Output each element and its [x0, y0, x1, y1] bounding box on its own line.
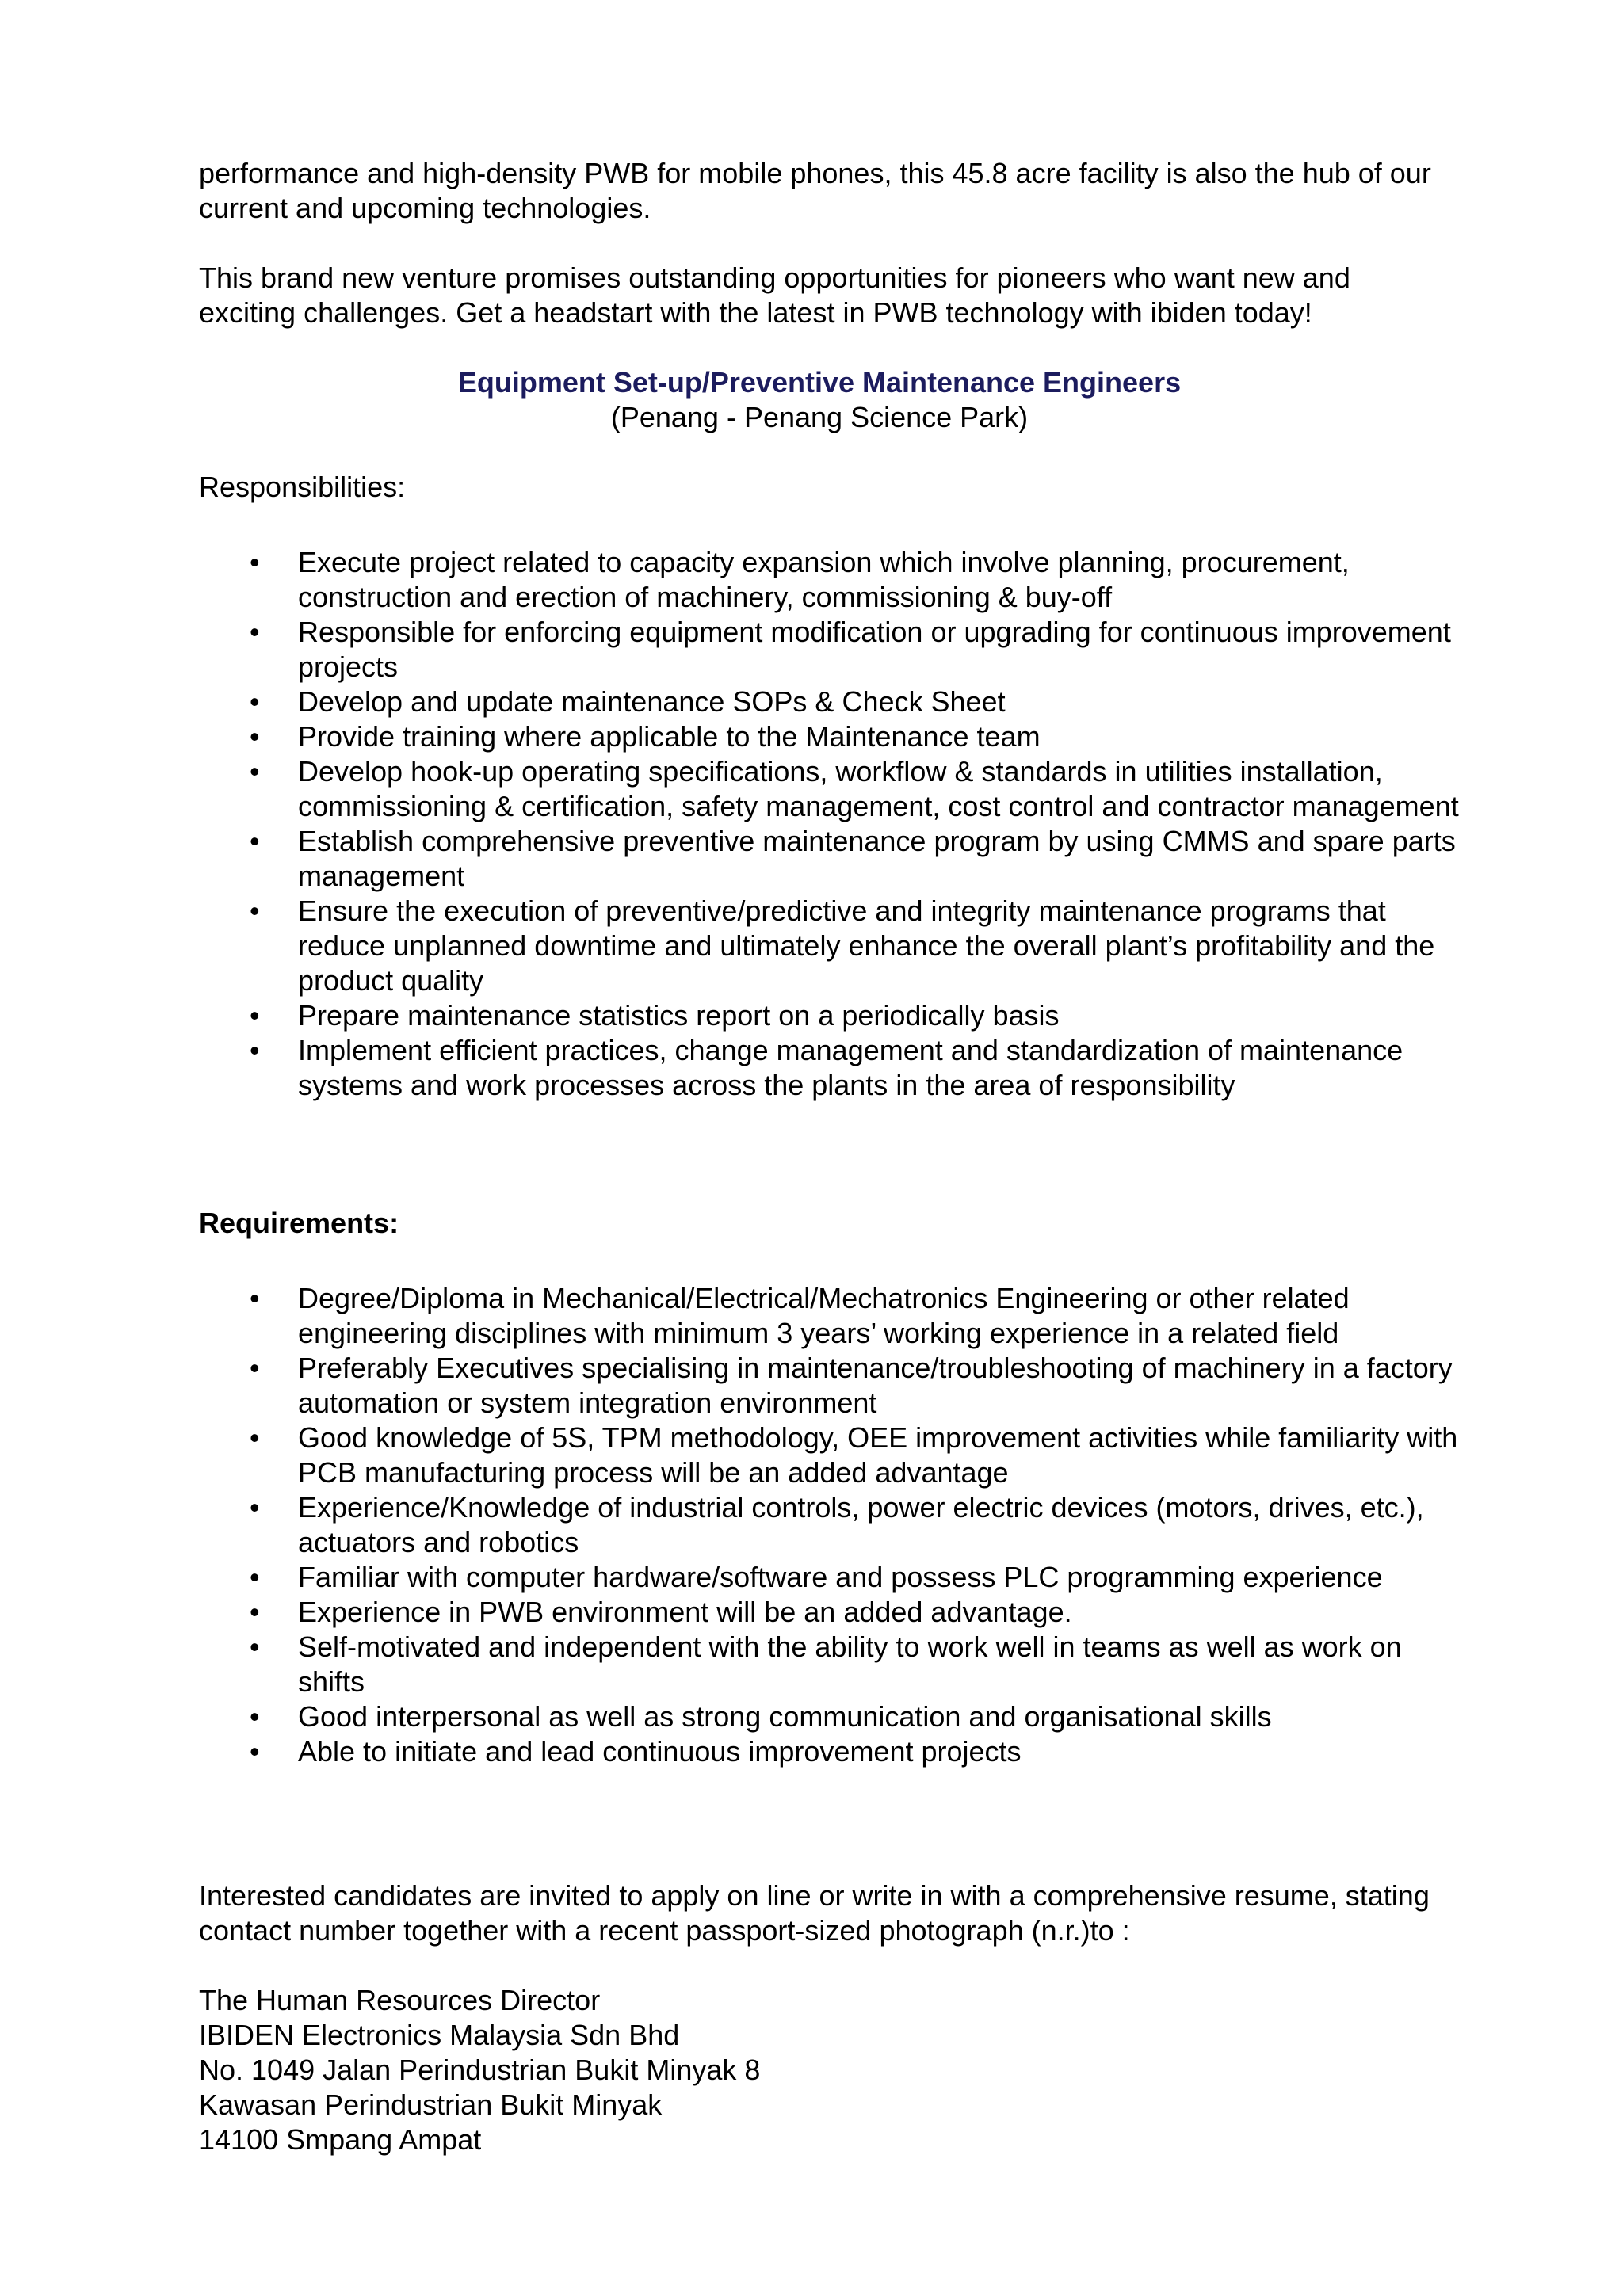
address-line: IBIDEN Electronics Malaysia Sdn Bhd — [199, 2019, 680, 2051]
list-item: • Degree/Diploma in Mechanical/Electrical/Mechatronics Engineering or other related engineering disciplines with minimum 3 years’ working experience in a related field — [199, 1281, 1467, 1351]
list-item: • Provide training where applicable to the Maintenance team — [199, 719, 1467, 754]
address-line: Kawasan Perindustrian Bukit Minyak — [199, 2088, 663, 2121]
list-item: • Good interpersonal as well as strong communication and organisational skills — [199, 1699, 1467, 1734]
intro-paragraph-1: performance and high-density PWB for mobile phones, this 45.8 acre facility is also the hub of our current and upcoming technologies. — [199, 157, 1431, 224]
list-item: • Develop and update maintenance SOPs & Check Sheet — [199, 685, 1467, 719]
responsibilities-heading: Responsibilities: — [199, 471, 406, 503]
intro-paragraph-2: This brand new venture promises outstanding opportunities for pioneers who want new and exciting challenges. Get a headstart with the latest in PWB technology with ibiden today! — [199, 261, 1350, 329]
job-location: (Penang - Penang Science Park) — [610, 401, 1029, 433]
application-paragraph: Interested candidates are invited to apply on line or write in with a comprehensive resume, stating contact number together with a recent passport-sized photograph (n.r.)to : — [199, 1879, 1430, 1947]
list-item: • Prepare maintenance statistics report on a periodically basis — [199, 998, 1467, 1033]
list-item: • Preferably Executives specialising in maintenance/troubleshooting of machinery in a factory automation or system integration environment — [199, 1351, 1467, 1421]
list-item: • Execute project related to capacity expansion which involve planning, procurement, construction and erection of machinery, commissioning & buy-off — [199, 545, 1467, 615]
address-line: 14100 Smpang Ampat — [199, 2123, 482, 2156]
address-line: No. 1049 Jalan Perindustrian Bukit Minyak 8 — [199, 2054, 761, 2086]
mailing-address — [199, 1983, 760, 2157]
list-item: • Able to initiate and lead continuous improvement projects — [199, 1734, 1467, 1769]
address-line: The Human Resources Director — [199, 1984, 601, 2016]
job-heading — [199, 365, 1440, 435]
list-item: • Implement efficient practices, change management and standardization of maintenance systems and work processes across the plants in the area of responsibility — [199, 1033, 1467, 1103]
list-item: • Experience/Knowledge of industrial controls, power electric devices (motors, drives, etc.), actuators and robotics — [199, 1490, 1467, 1560]
list-item: • Good knowledge of 5S, TPM methodology, OEE improvement activities while familiarity with PCB manufacturing process will be an added advantage — [199, 1421, 1467, 1490]
list-item: • Responsible for enforcing equipment modification or upgrading for continuous improvement projects — [199, 615, 1467, 685]
job-title: Equipment Set-up/Preventive Maintenance Engineers — [457, 366, 1182, 399]
requirements-list — [199, 1281, 1467, 1769]
requirements-heading: Requirements: — [199, 1207, 399, 1239]
list-item: • Experience in PWB environment will be an added advantage. — [199, 1595, 1467, 1630]
list-item: • Ensure the execution of preventive/predictive and integrity maintenance programs that reduce unplanned downtime and ultimately enhance the overall plant’s profitability and the product quality — [199, 894, 1467, 998]
list-item: • Develop hook-up operating specifications, workflow & standards in utilities installation, commissioning & certification, safety management, cost control and contractor management — [199, 754, 1467, 824]
list-item: • Self-motivated and independent with the ability to work well in teams as well as work on shifts — [199, 1630, 1467, 1699]
responsibilities-list — [199, 545, 1467, 1103]
list-item: • Establish comprehensive preventive maintenance program by using CMMS and spare parts management — [199, 824, 1467, 894]
list-item: • Familiar with computer hardware/software and possess PLC programming experience — [199, 1560, 1467, 1595]
